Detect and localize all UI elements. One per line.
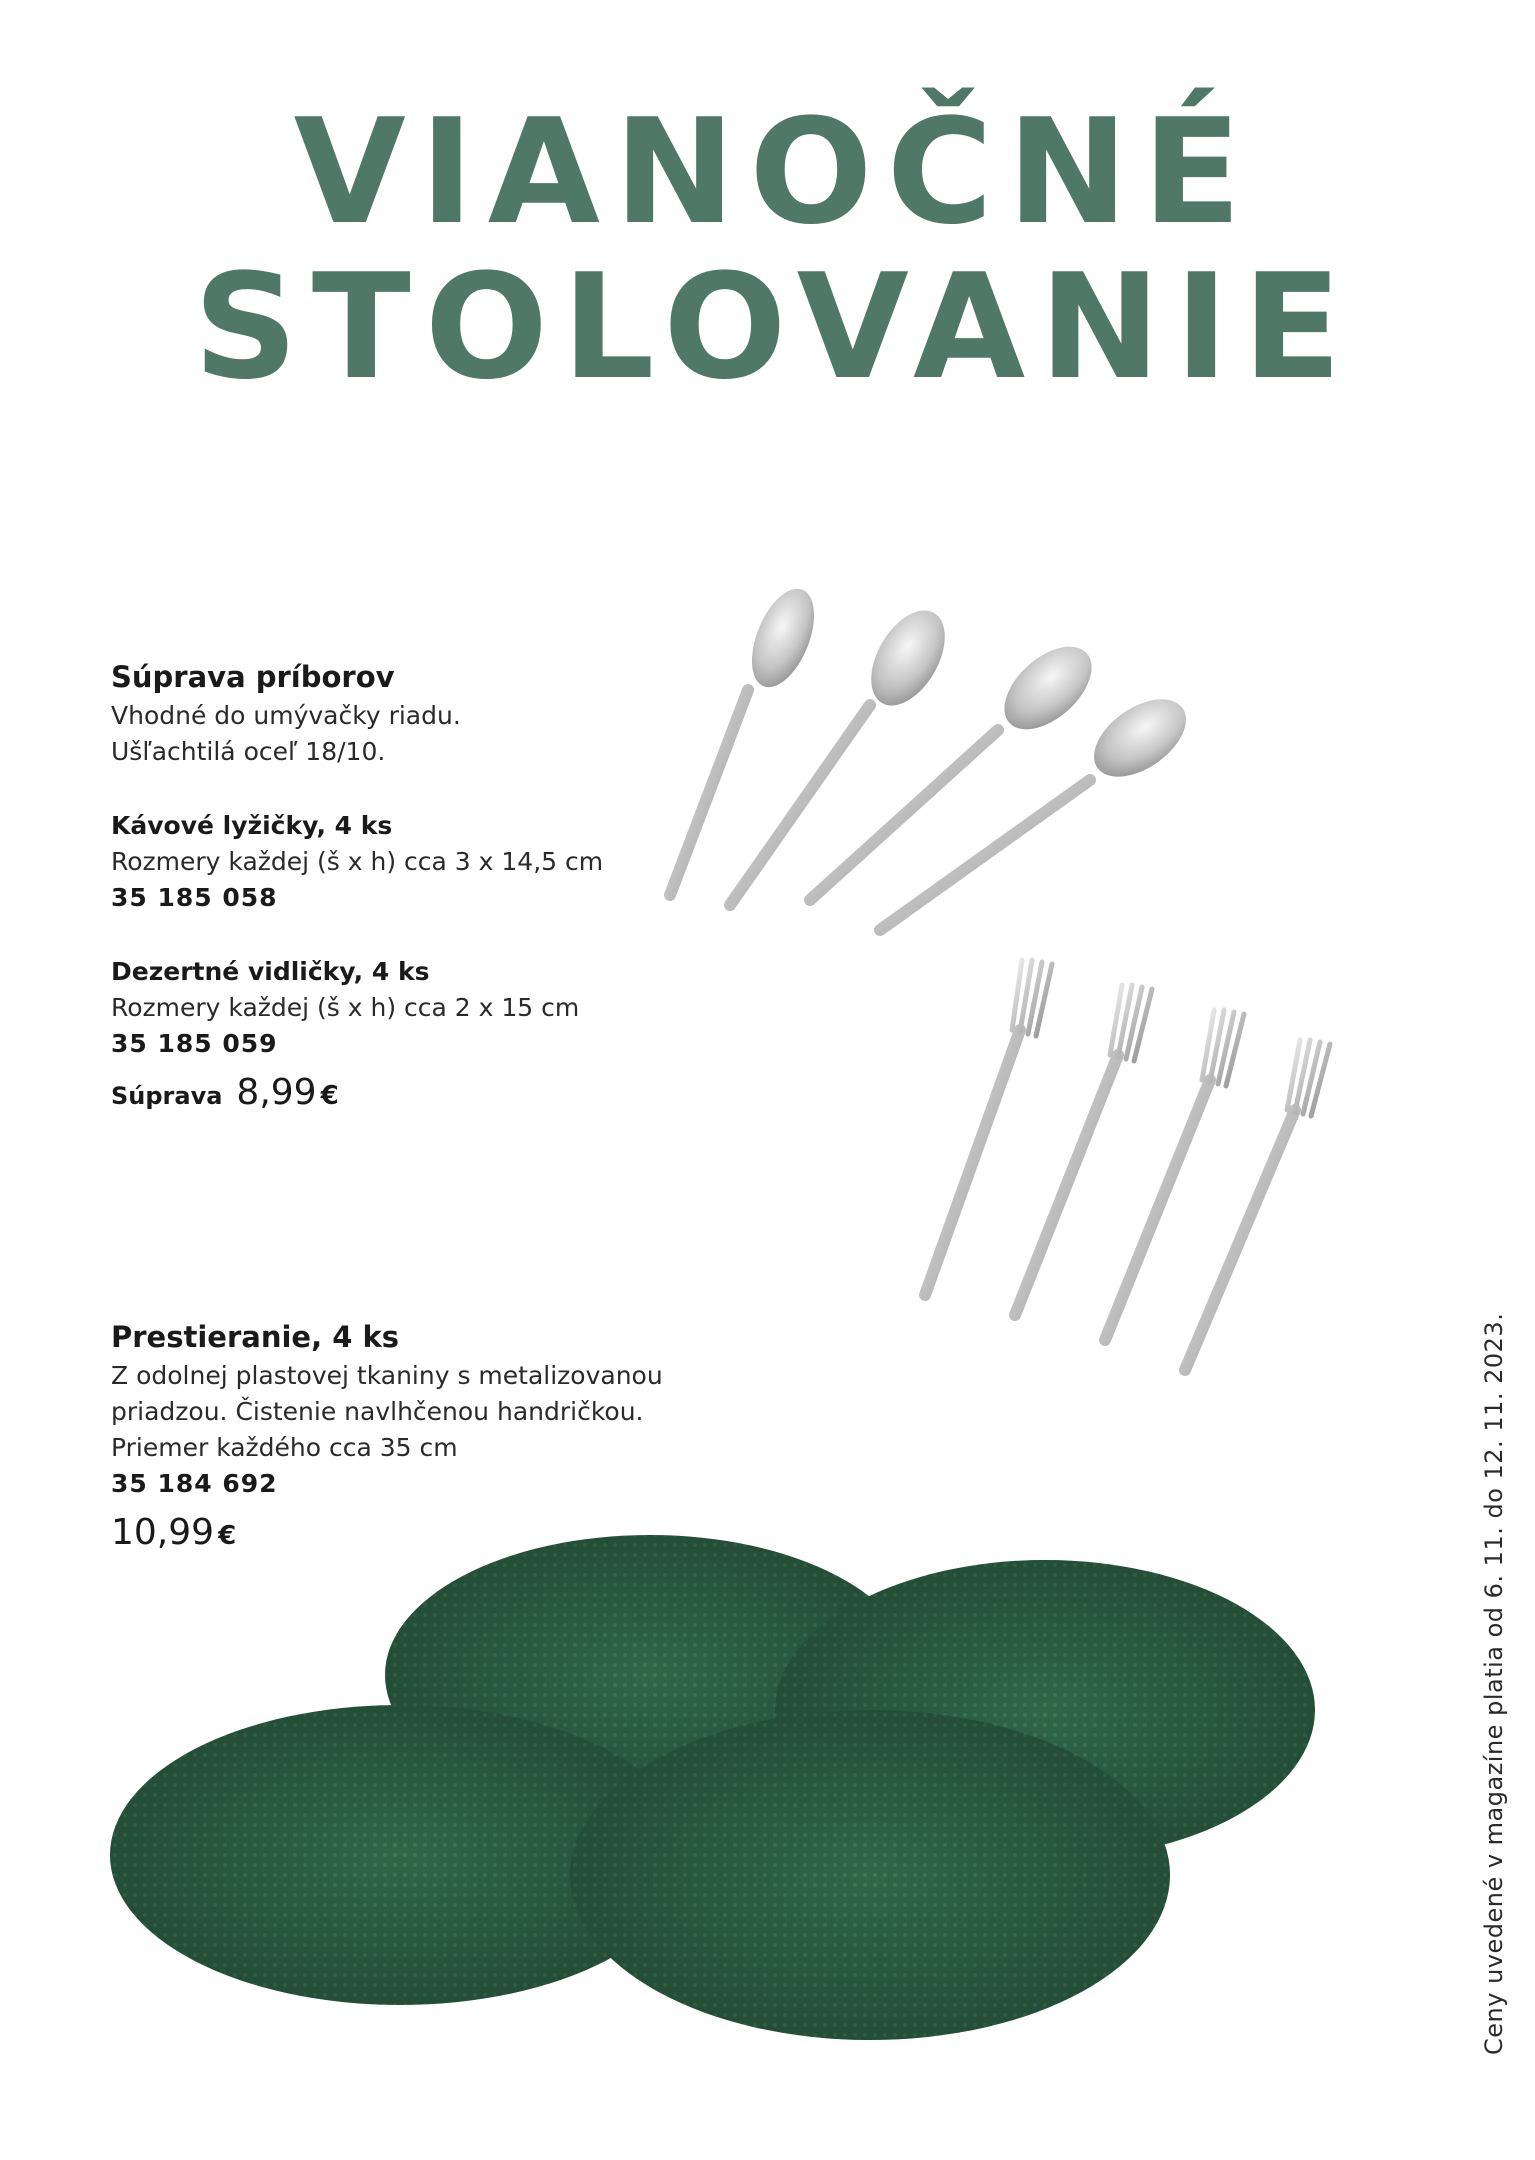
price-value: 8,99 <box>236 1072 317 1113</box>
placemats-image <box>110 1530 1440 2050</box>
cutlery-price <box>111 1072 671 1113</box>
placemat-code: 35 184 692 <box>111 1469 278 1498</box>
cutlery-title: Súprava príborov <box>111 660 395 694</box>
forks-title: Dezertné vidličky, 4 ks <box>111 957 430 986</box>
price-label: Súprava <box>111 1082 223 1110</box>
price-currency: € <box>218 1521 237 1551</box>
placemat-title: Prestieranie, 4 ks <box>111 1320 400 1354</box>
fork-1 <box>925 960 1052 1295</box>
placemat-desc-3: Priemer každého cca 35 cm <box>111 1433 458 1462</box>
price-currency: € <box>320 1081 339 1111</box>
forks-dims: Rozmery každej (š x h) cca 2 x 15 cm <box>111 993 580 1022</box>
placemat-info <box>111 1320 671 1553</box>
forks-code: 35 185 059 <box>111 1029 278 1058</box>
spoon-1 <box>670 580 827 895</box>
spoons-code: 35 185 058 <box>111 883 278 912</box>
headline-line-1: VIANOČNÉ <box>293 88 1256 257</box>
spoons-title: Kávové lyžičky, 4 ks <box>111 811 393 840</box>
cutlery-desc-2: Ušľachtilá oceľ 18/10. <box>111 737 386 766</box>
spoon-3 <box>810 631 1107 900</box>
price-validity-note: Ceny uvedené v magazíne platia od 6. 11. do 12. 11. 2023. <box>1480 1312 1508 2055</box>
cutlery-desc-1: Vhodné do umývačky riadu. <box>111 701 461 730</box>
placemat-desc-1: Z odolnej plastovej tkaniny s metalizovanou <box>111 1361 663 1390</box>
placemat-front-right <box>570 1710 1170 2040</box>
dessert-forks-image <box>900 930 1410 1390</box>
cutlery-info <box>111 660 671 1113</box>
price-value: 10,99 <box>111 1512 215 1553</box>
placemat-desc-2: priadzou. Čistenie navlhčenou handričkou. <box>111 1397 644 1426</box>
spoons-dims: Rozmery každej (š x h) cca 3 x 14,5 cm <box>111 847 604 876</box>
coffee-spoons-image <box>640 580 1220 950</box>
headline-line-2: STOLOVANIE <box>193 243 1356 412</box>
